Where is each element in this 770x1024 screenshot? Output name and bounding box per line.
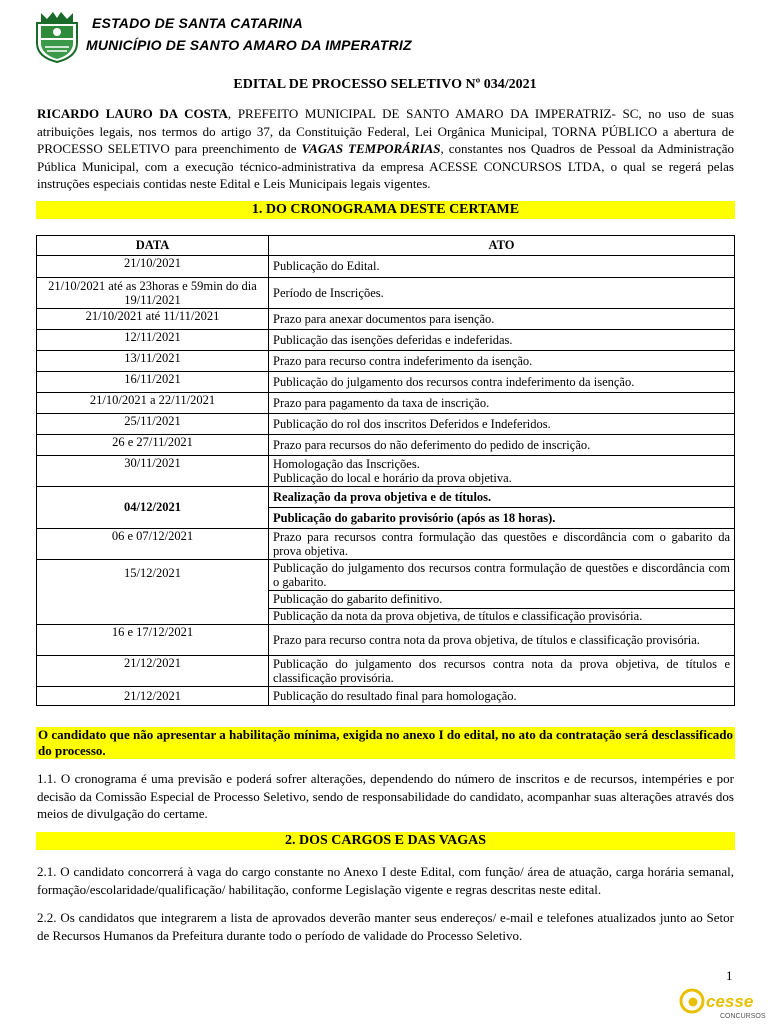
acesse-concursos-logo — [678, 985, 766, 1021]
row-act: Prazo para anexar documentos para isenção. — [269, 309, 735, 330]
table-row — [37, 309, 735, 330]
row-date: 16/11/2021 — [37, 372, 269, 393]
row-act: Publicação do julgamento dos recursos contra indeferimento da isenção. — [269, 372, 735, 393]
column-header-act: ATO — [269, 236, 735, 256]
intro-text-b: , constantes nos Quadros de Pessoal da Administração Pública Municipal, com a execução técnico-administrativa da empresa ACESSE CONCURSOS LTDA, o qual se regerá pelas instruções especiais contidas neste Edital e Leis Municipais legais vigentes. — [37, 141, 735, 191]
row-date: 30/11/2021 — [37, 456, 269, 487]
row-date: 21/10/2021 — [37, 256, 269, 278]
cronograma-table — [36, 235, 735, 706]
table-row — [37, 256, 735, 278]
municipal-crest-icon — [33, 9, 81, 63]
table-row — [37, 330, 735, 351]
row-date: 12/11/2021 — [37, 330, 269, 351]
row-act: Publicação do rol dos inscritos Deferidos e Indeferidos. — [269, 414, 735, 435]
row-act: Publicação do julgamento dos recursos contra formulação de questões e discordância com o gabarito. — [269, 560, 735, 591]
intro-paragraph — [37, 105, 734, 193]
column-header-date: DATA — [37, 236, 269, 256]
row-act: Prazo para recursos do não deferimento do pedido de inscrição. — [269, 435, 735, 456]
row-act: Prazo para recursos contra formulação das questões e discordância com o gabarito da prova objetiva. — [269, 529, 735, 560]
row-act: Publicação da nota da prova objetiva, de títulos e classificação provisória. — [269, 609, 735, 625]
row-date: 15/12/2021 — [37, 560, 269, 625]
row-act: Período de Inscrições. — [269, 278, 735, 309]
row-act: Homologação das Inscrições. — [273, 456, 420, 471]
row-act: Publicação do resultado final para homologação. — [269, 687, 735, 706]
row-act: Publicação das isenções deferidas e indeferidas. — [269, 330, 735, 351]
row-act: Prazo para recurso contra indeferimento da isenção. — [269, 351, 735, 372]
row-act: Realização da prova objetiva e de títulos. — [269, 487, 735, 508]
row-date: 06 e 07/12/2021 — [37, 529, 269, 560]
paragraph-2-2: 2.2. Os candidatos que integrarem a lista de aprovados deverão manter seus endereços/ e-mail e telefones atualizados junto ao Setor de Recursos Humanos da Prefeitura durante todo o período de validade do Processo Seletivo. — [37, 910, 734, 943]
table-row — [37, 687, 735, 706]
row-date: 21/12/2021 — [37, 687, 269, 706]
row-date: 21/10/2021 até as 23horas e 59min do dia 19/11/2021 — [37, 278, 269, 309]
row-act-cell — [269, 456, 735, 487]
document-title: EDITAL DE PROCESSO SELETIVO Nº 034/2021 — [233, 77, 537, 92]
row-act: Prazo para recurso contra nota da prova objetiva, de títulos e classificação provisória. — [269, 625, 735, 656]
mayor-name: RICARDO LAURO DA COSTA — [37, 106, 228, 121]
table-row — [37, 625, 735, 656]
disqualification-notice: O candidato que não apresentar a habilitação mínima, exigida no anexo I do edital, no ato da contratação será desclassificado do processo. — [38, 727, 733, 758]
vagas-temporarias: VAGAS TEMPORÁRIAS — [301, 141, 441, 156]
row-act: Publicação do Edital. — [269, 256, 735, 278]
row-date: 21/10/2021 a 22/11/2021 — [37, 393, 269, 414]
svg-text:cesse: cesse — [706, 992, 754, 1011]
row-act: Publicação do gabarito definitivo. — [269, 591, 735, 609]
table-row — [37, 487, 735, 508]
header-municipality: MUNICÍPIO DE SANTO AMARO DA IMPERATRIZ — [86, 37, 412, 53]
row-act: Publicação do julgamento dos recursos contra nota da prova objetiva, de títulos e classificação provisória. — [269, 656, 735, 687]
row-act: Publicação do local e horário da prova objetiva. — [273, 471, 512, 485]
row-date: 16 e 17/12/2021 — [37, 625, 269, 656]
table-row — [37, 372, 735, 393]
table-row — [37, 656, 735, 687]
intro-text-a: , PREFEITO MUNICIPAL DE SANTO AMARO DA IMPERATRIZ- SC, no uso de suas atribuições legais, nos termos do artigo 37, da Constituição Federal, Lei Orgânica Municipal, TORNA PÚBLICO a abertura de PROCESSO SELETIVO para preenchimento de — [37, 106, 734, 156]
table-row — [37, 456, 735, 487]
table-row — [37, 560, 735, 591]
header-state: ESTADO DE SANTA CATARINA — [92, 15, 303, 31]
svg-text:CONCURSOS: CONCURSOS — [720, 1013, 766, 1020]
paragraph-1-1: 1.1. O cronograma é uma previsão e poderá sofrer alterações, dependendo do número de inscritos e de recursos, intempéries e por decisão da Comissão Especial de Processo Seletivo, sendo de responsabilidade do candidato, acompanhar suas alterações através dos meios de divulgação do certame. — [37, 771, 734, 821]
table-row — [37, 529, 735, 560]
table-row — [37, 414, 735, 435]
table-header-row — [37, 236, 735, 256]
row-date: 26 e 27/11/2021 — [37, 435, 269, 456]
page-number: 1 — [726, 968, 733, 983]
table-row — [37, 351, 735, 372]
row-date: 13/11/2021 — [37, 351, 269, 372]
row-date: 21/12/2021 — [37, 656, 269, 687]
row-act: Publicação do gabarito provisório (após as 18 horas). — [269, 508, 735, 529]
row-act: Prazo para pagamento da taxa de inscrição. — [269, 393, 735, 414]
section-heading-cargos: 2. DOS CARGOS E DAS VAGAS — [36, 832, 735, 850]
table-row — [37, 435, 735, 456]
table-row — [37, 278, 735, 309]
section-heading-cronograma: 1. DO CRONOGRAMA DESTE CERTAME — [36, 201, 735, 219]
row-date: 21/10/2021 até 11/11/2021 — [37, 309, 269, 330]
paragraph-2-1: 2.1. O candidato concorrerá à vaga do cargo constante no Anexo I deste Edital, com função/ área de atuação, carga horária semanal, formação/escolaridade/qualificação/ habilitação, conforme Legislação vigente e regras descritas neste edital. — [37, 864, 734, 897]
row-date: 04/12/2021 — [37, 487, 269, 529]
row-date: 25/11/2021 — [37, 414, 269, 435]
table-row — [37, 393, 735, 414]
